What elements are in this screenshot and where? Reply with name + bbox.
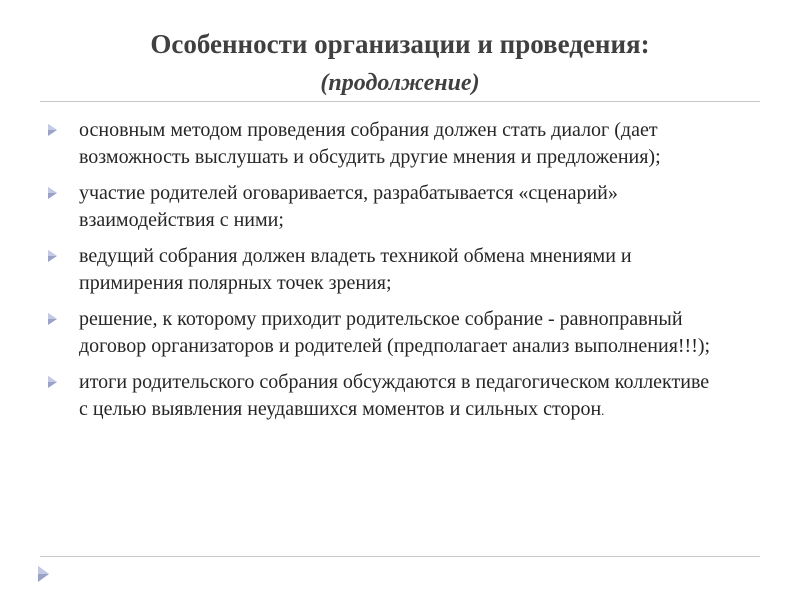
triangle-bullet-icon (48, 187, 57, 199)
list-item (40, 306, 720, 359)
bullet-tail: . (601, 402, 605, 418)
top-divider (40, 101, 760, 102)
title-main: Особенности организации и проведения: (150, 29, 650, 59)
bullet-text: итоги родительского собрания обсуждаются в педагогическом коллективе с целью выявления неудавшихся моментов и сильных сторон (79, 371, 710, 420)
list-item (40, 117, 720, 170)
title-subtitle: (продолжение) (320, 70, 480, 96)
triangle-bullet-icon (48, 313, 57, 325)
bullet-text: решение, к которому приходит родительское собрание - равноправный договор организаторов и родителей (предполагает анализ выполнения!!!); (79, 308, 711, 357)
bullet-text: участие родителей оговаривается, разрабатывается «сценарий» взаимодействия с ними; (79, 182, 618, 231)
next-slide-icon[interactable] (38, 566, 49, 582)
triangle-bullet-icon (48, 250, 57, 262)
bullet-text: ведущий собрания должен владеть техникой обмена мнениями и примирения полярных точек зрения; (79, 245, 632, 294)
triangle-bullet-icon (48, 124, 57, 136)
bullet-text: основным методом проведения собрания должен стать диалог (дает возможность выслушать и обсудить другие мнения и предложения); (79, 119, 661, 168)
list-item (40, 243, 720, 296)
bottom-divider (40, 556, 760, 557)
slide-title (40, 24, 760, 100)
list-item (40, 180, 720, 233)
triangle-bullet-icon (48, 376, 57, 388)
list-item (40, 369, 720, 424)
bullet-list (40, 117, 720, 434)
